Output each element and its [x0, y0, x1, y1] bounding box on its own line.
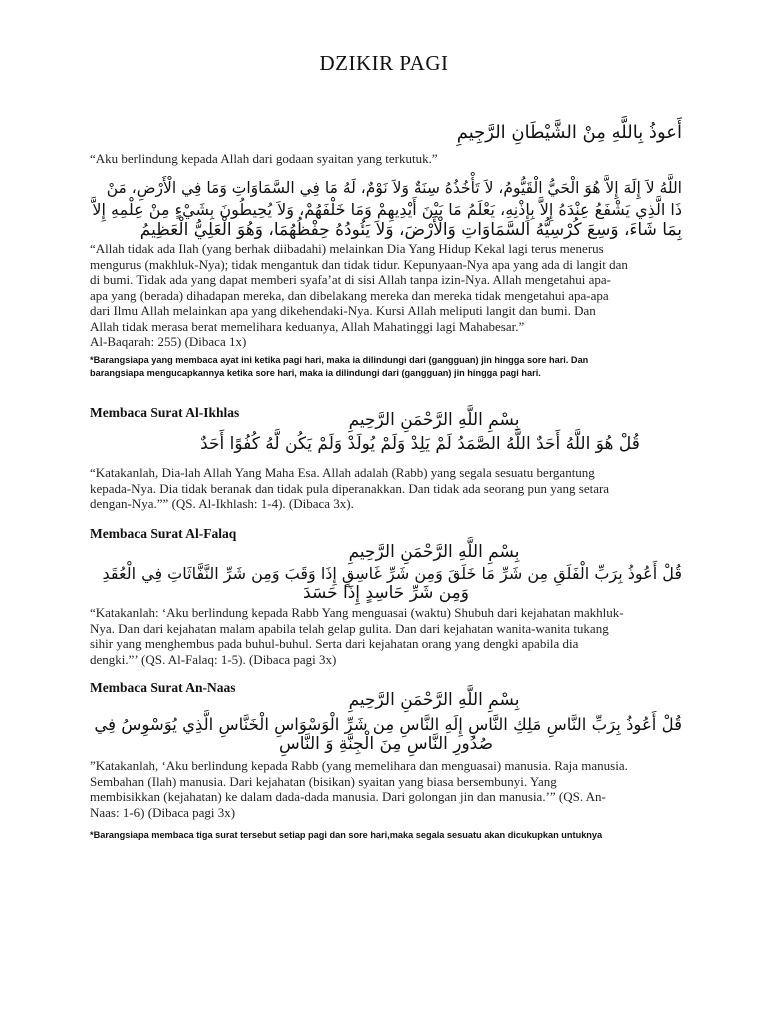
translation-line: apa yang (berada) dihadapan mereka, dan dibelakang mereka dan mereka tidak mengetahui apa-apa: [90, 287, 609, 303]
translation-line: dari Ilmu Allah melainkan apa yang dikehendaki-Nya. Kursi Allah meliputi langit dan bumi. Dan: [90, 303, 596, 318]
naas-arabic-line: صُدُورِ النَّاسِ مِنَ الْجِنَّةِ وَ النَّاسِ: [278, 734, 494, 754]
page-title: DZIKIR PAGI: [319, 51, 449, 75]
naas-translation: [90, 758, 690, 820]
heading-al-ikhlas: Membaca Surat Al-Ikhlas: [90, 405, 240, 420]
basmalah-arabic: بِسْمِ اللَّهِ الرَّحْمَنِ الرَّحِيمِ: [348, 410, 520, 430]
ayat-kursi-note: [90, 354, 710, 380]
ayat-kursi-arabic-line: بِمَا شَاءَ، وَسِعَ كُرْسِيُّهُ السَّمَاوَاتِ وَالْأَرْضَ، وَلاَ يَئُودُهُ حِفْظُهُمَا، وَهُوَ الْعَلِيُّ الْعَظِيمُ: [139, 220, 682, 240]
translation-line: membisikkan (kejahatan) ke dalam dada-dada manusia. Dari golongan jin dan manusia.’” (QS. An-: [90, 789, 606, 804]
ayat-kursi-translation: [90, 241, 690, 350]
falaq-arabic-line: قُلْ أَعُوذُ بِرَبِّ الْفَلَقِ مِن شَرِّ مَا خَلَقَ وَمِن شَرِّ غَاسِقٍ إِذَا وَقَبَ وَمِن شَرِّ النَّفَّاثَاتِ فِي الْعُقَدِ: [102, 564, 682, 583]
translation-line: Naas: 1-6) (Dibaca pagi 3x): [90, 804, 236, 820]
translation-line: Nya. Dan dari kejahatan malam apabila telah gelap gulita. Dan dari kejahatan wanita-wanita tukang: [90, 620, 609, 636]
heading-al-falaq: Membaca Surat Al-Falaq: [90, 526, 237, 541]
translation-line: ”Katakanlah, ‘Aku berlindung kepada Rabb (yang memelihara dan menguasai) manusia. Raja manusia.: [90, 758, 628, 773]
note-line: barangsiapa mengucapkannya ketika sore hari, maka ia dilindungi dari (gangguan) jin hingga pagi hari.: [90, 368, 541, 378]
footer-note: *Barangsiapa membaca tiga surat tersebut setiap pagi dan sore hari,maka segala sesuatu akan dicukupkan untuknya: [90, 830, 603, 840]
ayat-kursi-arabic-line: اللَّهُ لاَ إِلَهَ إِلاَّ هُوَ الْحَيُّ الْقَيُّومُ، لاَ تَأْخُذُهُ سِنَةٌ وَلاَ نَوْمٌ، لَهُ مَا فِي السَّمَاوَاتِ وَمَا فِي الْأَرْضِ، مَنْ: [106, 179, 682, 197]
translation-line: mengurus (makhluk-Nya); tidak mengantuk dan tidak tidur. Kepunyaan-Nya apa yang ada di langit dan: [90, 256, 628, 272]
taawudz-translation: “Aku berlindung kepada Allah dari godaan syaitan yang terkutuk.”: [90, 151, 438, 166]
note-line: *Barangsiapa yang membaca ayat ini ketika pagi hari, maka ia dilindungi dari (gangguan) jin hingga sore hari. Dan: [90, 355, 589, 365]
falaq-translation: [90, 605, 690, 667]
translation-line: di bumi. Tidak ada yang dapat memberi syafa’at di sisi Allah tanpa izin-Nya. Allah mengetahui apa-: [90, 272, 611, 287]
translation-line: dengan-Nya.”” (QS. Al-Ikhlash: 1-4). (Dibaca 3x).: [90, 496, 354, 511]
ayat-kursi-arabic-line: ذَا الَّذِي يَشْفَعُ عِنْدَهُ إِلاَّ بِإِذْنِهِ، يَعْلَمُ مَا بَيْنَ أَيْدِيهِمْ وَمَا خَلْفَهُمْ، وَلاَ يُحِيطُونَ بِشَيْءٍ مِنْ عِلْمِهِ إِلاَّ: [92, 200, 682, 219]
ikhlas-arabic: قُلْ هُوَ اللَّهُ أَحَدٌ اللَّهُ الصَّمَدُ لَمْ يَلِدْ وَلَمْ يُولَدْ وَلَمْ يَكُن لَّهُ كُفُوًا أَحَدٌ: [200, 434, 640, 454]
basmalah-arabic: بِسْمِ اللَّهِ الرَّحْمَنِ الرَّحِيمِ: [348, 542, 520, 562]
translation-line: Sembahan (Ilah) manusia. Dari kejahatan (bisikan) syaitan yang biasa bersembunyi. Yang: [90, 773, 557, 789]
translation-line: Al-Baqarah: 255) (Dibaca 1x): [90, 334, 247, 349]
naas-arabic-line: قُلْ أَعُوذُ بِرَبِّ النَّاسِ مَلِكِ النَّاسِ إِلَهِ النَّاسِ مِن شَرِّ الْوَسْوَاسِ الْخَنَّاسِ الَّذِي يُوَسْوِسُ فِي: [94, 715, 682, 734]
translation-line: “Allah tidak ada Ilah (yang berhak diibadahi) melainkan Dia Yang Hidup Kekal lagi terus menerus: [90, 241, 604, 256]
translation-line: kepada-Nya. Dia tidak beranak dan tidak pula diperanakkan. Dan tidak ada seorang pun yang setara: [90, 480, 610, 496]
translation-line: “Katakanlah, Dia-lah Allah Yang Maha Esa. Allah adalah (Rabb) yang segala sesuatu bergantung: [90, 465, 595, 480]
taawudz-arabic: أَعوذُ بِاللَّهِ مِنْ الشَّيْطَانِ الرَّجِيمِ: [456, 122, 682, 143]
ikhlas-translation: [90, 465, 690, 512]
translation-line: sihir yang menghembus pada buhul-buhul. Serta dari kejahatan orang yang dengki apabila dia: [90, 636, 579, 651]
falaq-arabic-line: وَمِن شَرِّ حَاسِدٍ إِذَا حَسَدَ: [303, 583, 469, 603]
heading-an-naas: Membaca Surat An-Naas: [90, 680, 236, 695]
translation-line: “Katakanlah: ‘Aku berlindung kepada Rabb Yang menguasai (waktu) Shubuh dari kejahatan makhluk-: [90, 605, 624, 620]
basmalah-arabic: بِسْمِ اللَّهِ الرَّحْمَنِ الرَّحِيمِ: [348, 690, 520, 710]
translation-line: dengki.”’ (QS. Al-Falaq: 1-5). (Dibaca pagi 3x): [90, 651, 337, 667]
translation-line: Allah tidak merasa berat memelihara keduanya, Allah Mahatinggi lagi Mahabesar.”: [90, 318, 525, 334]
